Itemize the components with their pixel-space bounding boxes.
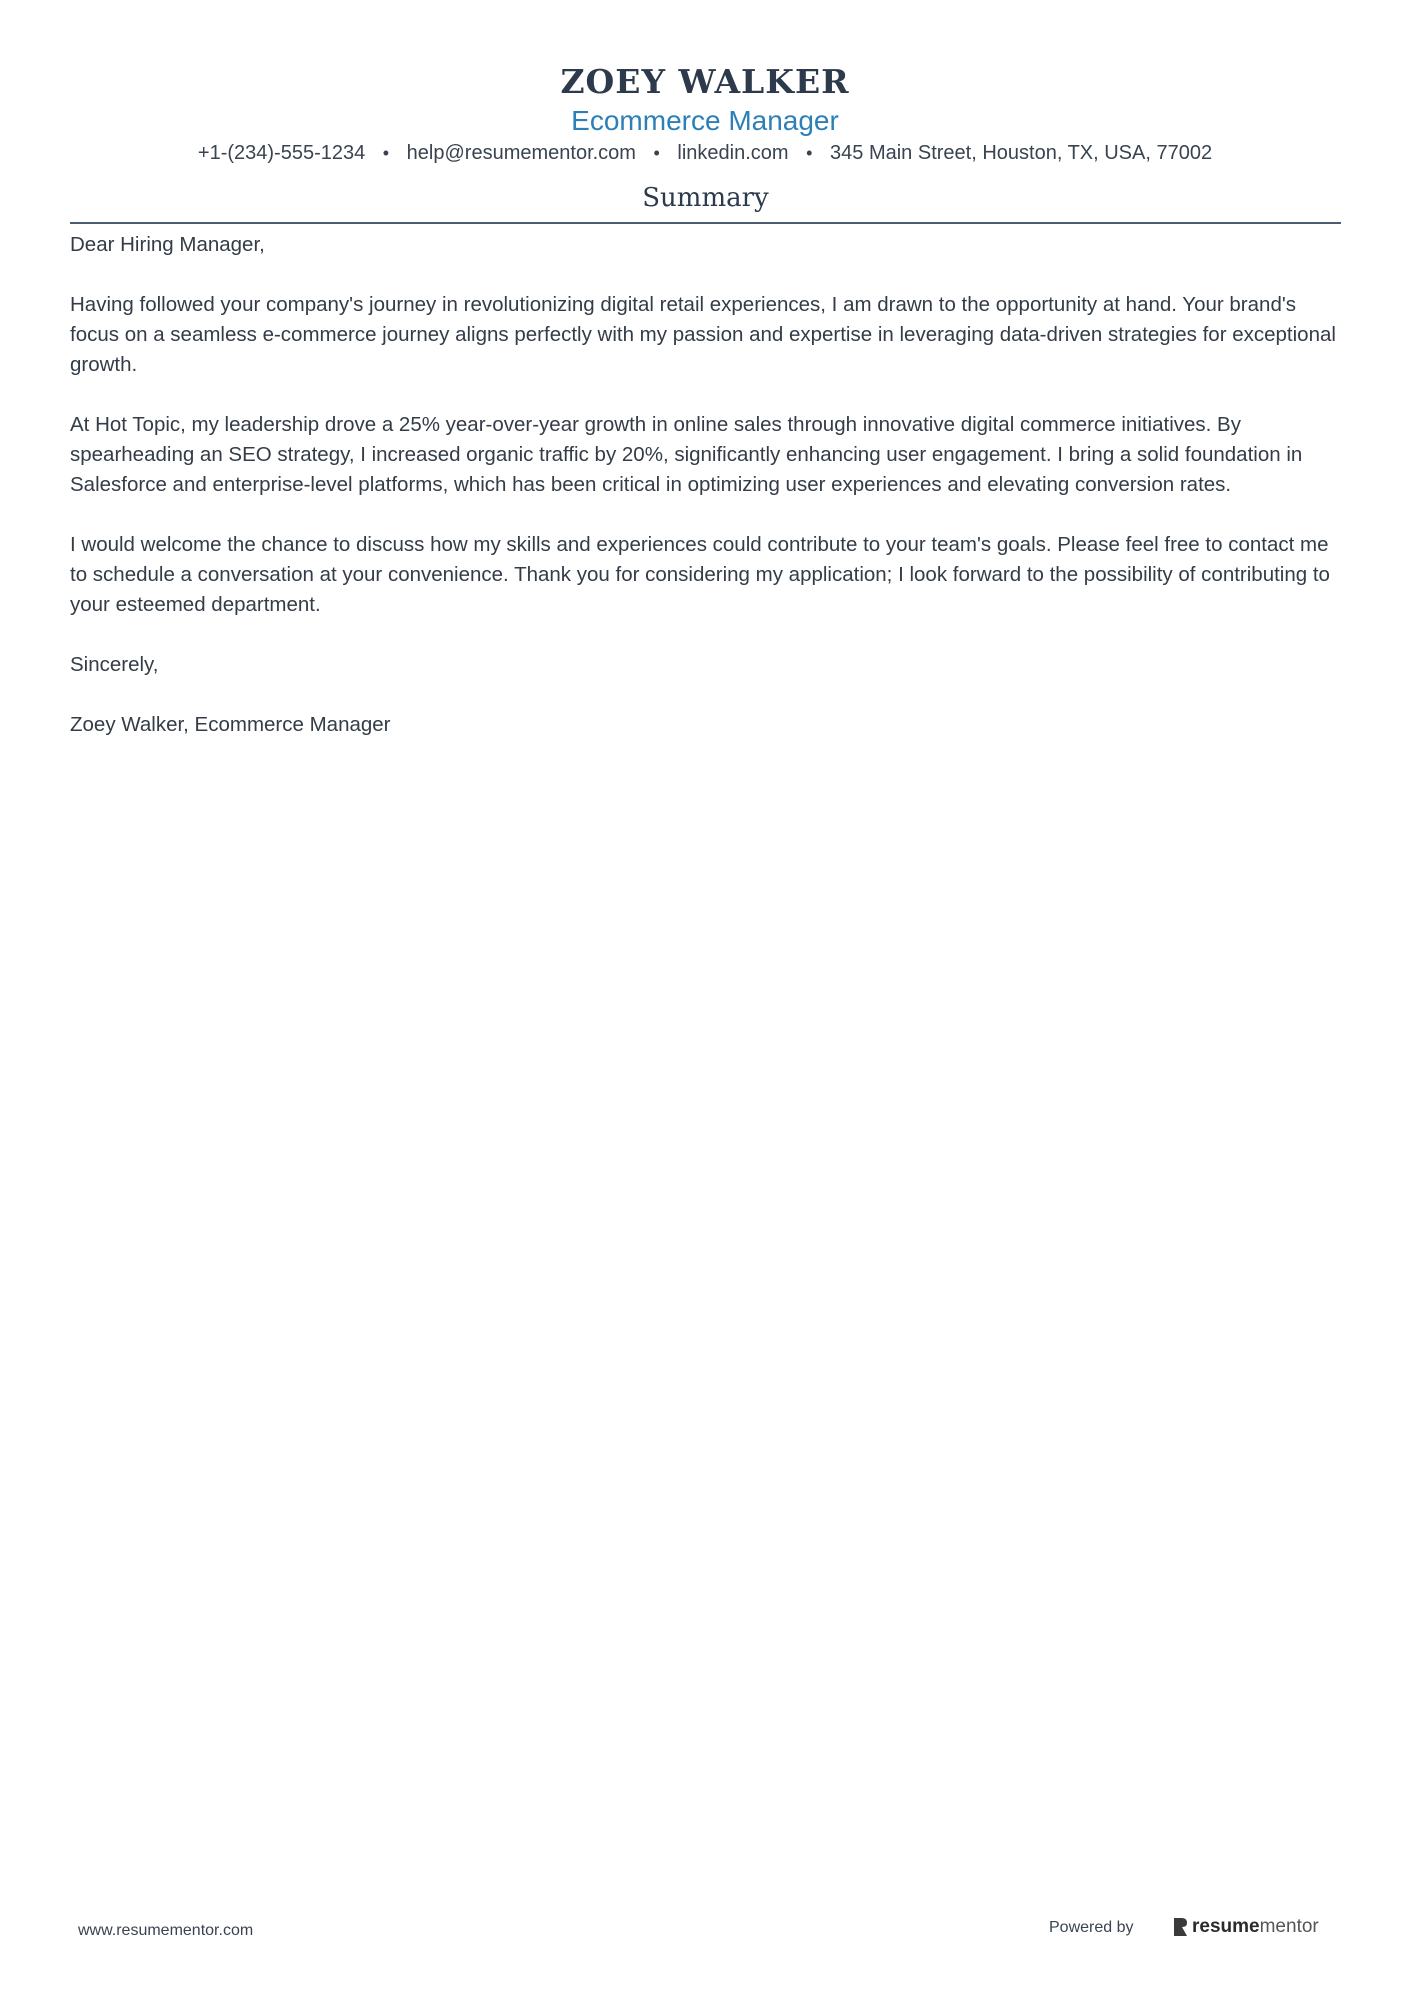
contact-separator: •: [653, 143, 660, 163]
contact-separator: •: [382, 143, 390, 163]
contact-email[interactable]: help@resumementor.com: [406, 142, 636, 164]
section-title-summary: Summary: [70, 180, 1341, 224]
contact-line: [0, 138, 1410, 168]
letter-closing: Sincerely,: [70, 653, 159, 676]
letter-body: [70, 230, 1345, 770]
contact-address: 345 Main Street, Houston, TX, USA, 77002: [830, 142, 1213, 164]
letter-paragraph: I would welcome the chance to discuss how my skills and experiences could contribute to your team's goals. Please feel free to contact me to schedule a conversation at your convenience. Thank you for considering my application; I look forward to the possibility of contributing to your esteemed department.: [70, 533, 1330, 616]
resumementor-logo-icon: [1172, 1917, 1188, 1937]
letter-header: [0, 60, 1410, 168]
letter-paragraph: At Hot Topic, my leadership drove a 25% year-over-year growth in online sales through innovative digital commerce initiatives. By spearheading an SEO strategy, I increased organic traffic by 20%, significantly enhancing user engagement. I bring a solid foundation in Salesforce and enterprise-level platforms, which has been critical in optimizing user experiences and elevating conversion rates.: [70, 413, 1303, 496]
letter-greeting: Dear Hiring Manager,: [70, 233, 265, 256]
footer-website-link[interactable]: www.resumementor.com: [78, 1922, 254, 1939]
powered-by-label: Powered by: [1049, 1919, 1134, 1936]
brand-logo[interactable]: [1172, 1916, 1319, 1938]
letter-paragraph: Having followed your company's journey in revolutionizing digital retail experiences, I am drawn to the opportunity at hand. Your brand's focus on a seamless e-commerce journey aligns perfectly with my passion and expertise in leveraging data-driven strategies for exceptional growth.: [70, 293, 1336, 376]
candidate-title: Ecommerce Manager: [571, 105, 839, 136]
contact-linkedin[interactable]: linkedin.com: [677, 142, 789, 164]
candidate-name: ZOEY WALKER: [560, 62, 850, 101]
contact-phone: +1-(234)-555-1234: [197, 142, 366, 164]
contact-separator: •: [806, 143, 813, 163]
letter-signature: Zoey Walker, Ecommerce Manager: [70, 713, 391, 736]
brand-name-light: mentor: [1259, 1916, 1319, 1937]
brand-name-bold: resume: [1192, 1916, 1260, 1937]
